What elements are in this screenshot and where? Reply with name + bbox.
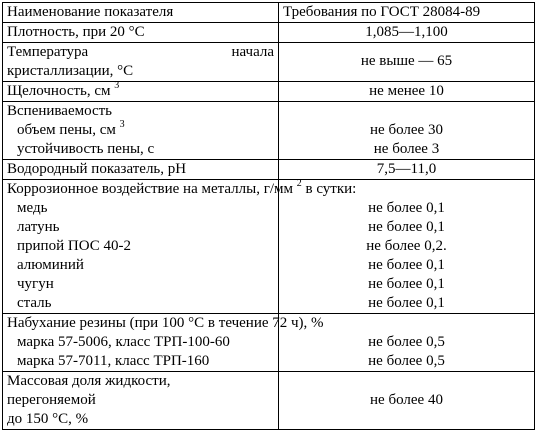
- corrosion-sup: 2: [296, 178, 302, 189]
- table-row-foaming: [3, 102, 535, 160]
- copper-requirement: не более 0,1: [368, 200, 445, 216]
- foaming-title: Вспениваемость: [7, 103, 113, 119]
- liquid-label-line2: перегоняемой: [7, 392, 96, 408]
- liquid-requirement: не более 40: [370, 392, 443, 408]
- foam-stability-label: устойчивость пены, с: [17, 141, 155, 157]
- rubber-title: Набухание резины (при 100 °С в течение 72 ч), %: [7, 315, 324, 331]
- rubber-grade2-requirement: не более 0,5: [368, 353, 445, 369]
- table-row-distilled-fraction: [3, 372, 535, 430]
- temperature-requirement: не выше — 65: [360, 53, 453, 69]
- steel-requirement: не более 0,1: [368, 295, 445, 311]
- rubber-grade2-label: марка 57-7011, класс ТРП-160: [17, 353, 210, 369]
- foam-volume-label: объем пены, см $^3$: [17, 119, 125, 138]
- table-row-crystallization-temperature: [3, 43, 535, 82]
- temperature-label-onset: начала: [231, 44, 274, 60]
- rubber-grade1-requirement: не более 0,5: [368, 334, 445, 350]
- alkalinity-label: Щелочность, см $^3$: [7, 80, 120, 99]
- ph-requirement: 7,5—11,0: [376, 161, 437, 177]
- brass-label: латунь: [17, 219, 60, 235]
- foam-stability-requirement: не более 3: [373, 141, 440, 157]
- density-label: Плотность, при 20 °С: [7, 24, 145, 40]
- steel-label: сталь: [17, 295, 52, 311]
- table-row-density: [3, 23, 535, 43]
- temperature-label-line1: [7, 43, 274, 62]
- temperature-label-line2: кристаллизации, °С: [7, 63, 134, 79]
- brass-requirement: не более 0,1: [368, 219, 445, 235]
- table-row-alkalinity: [3, 82, 535, 102]
- alkalinity-sup: 3: [114, 80, 120, 91]
- table-row-rubber-swelling: [3, 314, 535, 372]
- table-row-corrosion: [3, 180, 535, 314]
- castiron-requirement: не более 0,1: [368, 276, 445, 292]
- aluminum-label: алюминий: [17, 257, 84, 273]
- solder-requirement: не более 0,2.: [366, 238, 447, 254]
- header-row: [3, 3, 535, 23]
- liquid-label-line1: Массовая доля жидкости,: [7, 373, 171, 389]
- table-row-ph: [3, 160, 535, 180]
- corrosion-title: Коррозионное воздействие на металлы, г/мм $^2$ в сутки:: [7, 178, 357, 197]
- foam-volume-sup: 3: [119, 119, 125, 130]
- copper-label: медь: [17, 200, 48, 216]
- header-parameter: Наименование показателя: [3, 3, 279, 23]
- castiron-label: чугун: [17, 276, 54, 292]
- rubber-grade1-label: марка 57-5006, класс ТРП-100-60: [17, 334, 230, 350]
- temperature-label-word: Температура: [7, 44, 89, 60]
- specification-table: [2, 2, 535, 430]
- alkalinity-requirement: не менее 10: [369, 83, 444, 99]
- density-requirement: 1,085—1,100: [365, 24, 448, 40]
- header-requirement: Требования по ГОСТ 28084-89: [279, 3, 535, 23]
- liquid-label-line3: до 150 °С, %: [7, 411, 89, 427]
- aluminum-requirement: не более 0,1: [368, 257, 445, 273]
- solder-label: припой ПОС 40-2: [17, 238, 131, 254]
- foam-volume-requirement: не более 30: [370, 122, 443, 138]
- ph-label: Водородный показатель, pH: [7, 161, 187, 177]
